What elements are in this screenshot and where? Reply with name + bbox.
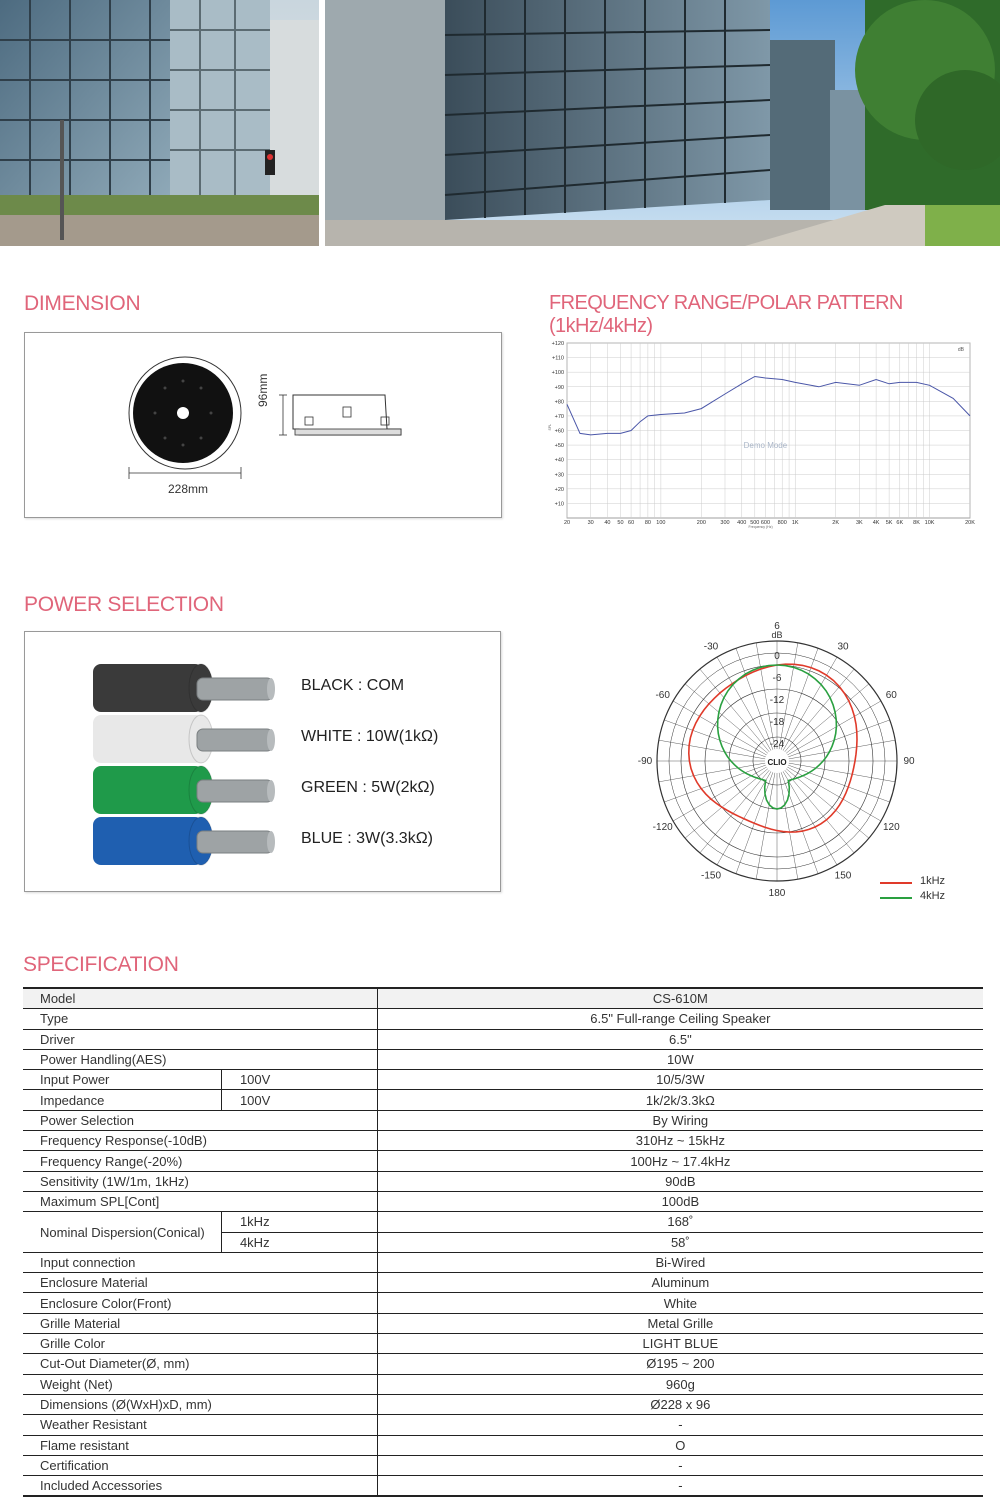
polar-spoke — [785, 669, 854, 752]
spec-row — [23, 1334, 983, 1354]
polar-angle-label: 30 — [837, 641, 849, 653]
x-tick-label: 3K — [855, 520, 863, 526]
wire-insulation — [93, 817, 203, 865]
wire-cable-icon — [91, 815, 281, 867]
spec-label: Included Accessories — [23, 1476, 377, 1497]
x-tick-label: 8K — [913, 520, 920, 526]
polar-radial-label: -18 — [769, 717, 785, 728]
polar-spoke — [664, 765, 765, 802]
frequency-title: FREQUENCY RANGE/POLAR PATTERN (1kHz/4kHz) — [549, 292, 903, 337]
x-tick-label: 4K — [872, 520, 880, 526]
polar-spoke — [685, 769, 768, 838]
x-tick-label: 800 — [777, 520, 787, 526]
spec-value: Ø228 x 96 — [377, 1394, 983, 1414]
y-tick-label: +40 — [554, 457, 564, 464]
wire-core-end — [267, 780, 275, 802]
spec-value: By Wiring — [377, 1110, 983, 1130]
spec-row — [23, 1313, 983, 1333]
wire-core-end — [267, 729, 275, 751]
polar-angle-label: -90 — [637, 756, 653, 767]
y-tick-label: +80 — [554, 399, 564, 406]
spec-row — [23, 1029, 983, 1049]
spec-row — [23, 1171, 983, 1191]
x-tick-label: 300 — [720, 520, 730, 526]
dimension-title: DIMENSION — [24, 292, 141, 315]
spec-value: 10/5/3W — [377, 1070, 983, 1090]
y-tick-label: +30 — [554, 472, 564, 479]
polar-angle-label: 150 — [834, 870, 852, 882]
spec-label: Type — [23, 1009, 377, 1029]
polar-spoke — [659, 740, 765, 759]
spec-row — [23, 1415, 983, 1435]
dimension-width-label: 228mm — [168, 482, 209, 496]
polar-angle-label: 120 — [882, 822, 900, 833]
polar-spoke — [664, 720, 765, 757]
wire-2 — [91, 764, 281, 816]
spec-sub-label: 1kHz — [221, 1212, 377, 1232]
x-tick-label: 50 — [617, 520, 624, 526]
spec-row — [23, 1212, 983, 1232]
dimension-drawing — [25, 333, 501, 517]
spec-label: Frequency Range(-20%) — [23, 1151, 377, 1171]
polar-radial-label: -6 — [772, 673, 782, 684]
legend-label-4khz: 4kHz — [920, 890, 946, 902]
spec-label: Driver — [23, 1029, 377, 1049]
spec-row — [23, 1273, 983, 1293]
polar-radial-label: 0 — [774, 651, 780, 662]
spec-value: White — [377, 1293, 983, 1313]
spec-value: - — [377, 1415, 983, 1435]
y-tick-label: +110 — [552, 355, 564, 362]
wire-cable-icon — [91, 713, 281, 765]
spec-row — [23, 1151, 983, 1171]
polar-chart-svg — [630, 621, 930, 900]
wire-label: BLUE : 3W(3.3kΩ) — [301, 830, 433, 847]
wire-insulation — [93, 715, 203, 763]
y-tick-label: +10 — [554, 501, 564, 508]
spec-label: Model — [23, 988, 377, 1009]
spec-label: Input Power — [23, 1070, 221, 1090]
spec-label: Power Selection — [23, 1110, 377, 1130]
polar-spoke — [788, 720, 889, 757]
spec-value: 1k/2k/3.3kΩ — [377, 1090, 983, 1110]
legend-line-4khz — [880, 897, 912, 899]
polar-angle-label: 90 — [903, 756, 915, 767]
wire-0 — [91, 662, 281, 714]
spec-table — [23, 987, 983, 1497]
y-tick-label: +50 — [554, 443, 564, 450]
x-tick-label: 200 — [696, 520, 706, 526]
wire-insulation — [93, 766, 203, 814]
spec-value: Bi-Wired — [377, 1252, 983, 1272]
wire-core-end — [267, 831, 275, 853]
spec-row — [23, 1049, 983, 1069]
wire-core — [197, 831, 273, 853]
spec-value: - — [377, 1455, 983, 1475]
polar-angle-label: -120 — [652, 822, 673, 833]
spec-value: 168˚ — [377, 1212, 983, 1232]
spec-value: - — [377, 1476, 983, 1497]
wire-cable-icon — [91, 662, 281, 714]
spec-label: Nominal Dispersion(Conical) — [23, 1212, 221, 1253]
polar-radial-label: -12 — [769, 695, 785, 706]
spec-sub-label: 100V — [221, 1090, 377, 1110]
spec-row — [23, 1354, 983, 1374]
x-tick-label: 80 — [644, 520, 651, 526]
x-tick-label: 6K — [896, 520, 904, 526]
polar-spoke — [786, 769, 869, 838]
spec-row — [23, 1009, 983, 1029]
polar-spoke — [789, 763, 895, 782]
wire-core-end — [267, 678, 275, 700]
spec-value: Ø195 ~ 200 — [377, 1354, 983, 1374]
wire-1 — [91, 713, 281, 765]
dimension-box — [24, 332, 502, 518]
spec-value: 90dB — [377, 1171, 983, 1191]
x-tick-label: 1K — [791, 520, 799, 526]
y-axis-label: SPL — [548, 423, 552, 431]
x-tick-label: 2K — [832, 520, 840, 526]
spec-label: Flame resistant — [23, 1435, 377, 1455]
spec-row — [23, 1090, 983, 1110]
polar-angle-label: -150 — [700, 870, 722, 882]
spec-value: 10W — [377, 1049, 983, 1069]
spec-label: Grille Material — [23, 1313, 377, 1333]
polar-spoke — [736, 648, 773, 749]
spec-value: 6.5" — [377, 1029, 983, 1049]
power-title: POWER SELECTION — [24, 593, 224, 616]
spec-row — [23, 1435, 983, 1455]
polar-spoke — [788, 765, 889, 802]
polar-chart — [630, 621, 930, 900]
spec-sub-label: 100V — [221, 1070, 377, 1090]
y-tick-label: +90 — [554, 384, 564, 391]
polar-unit-label: dB — [771, 630, 783, 640]
spec-row — [23, 1070, 983, 1090]
x-tick-label: 400 — [737, 520, 747, 526]
spec-label: Weight (Net) — [23, 1374, 377, 1394]
building-photo-left — [0, 0, 319, 246]
polar-brand-label: CLIO — [767, 758, 787, 767]
spec-label: Enclosure Color(Front) — [23, 1293, 377, 1313]
x-tick-label: 100 — [656, 520, 666, 526]
wire-core — [197, 729, 273, 751]
spec-value: CS-610M — [377, 988, 983, 1009]
polar-angle-label: 60 — [885, 690, 897, 701]
spec-value: LIGHT BLUE — [377, 1334, 983, 1354]
chart-corner-tag: dB — [957, 347, 964, 353]
spec-label: Power Handling(AES) — [23, 1049, 377, 1069]
polar-spoke — [659, 763, 765, 782]
y-tick-label: +60 — [554, 428, 564, 435]
polar-spoke — [789, 740, 895, 759]
polar-legend — [880, 875, 980, 907]
polar-spoke — [785, 770, 854, 853]
spec-label: Grille Color — [23, 1334, 377, 1354]
spec-row — [23, 1394, 983, 1414]
spec-value: 960g — [377, 1374, 983, 1394]
x-tick-label: 40 — [604, 520, 611, 526]
x-tick-label: 500 — [750, 520, 760, 526]
x-tick-label: 20 — [563, 520, 571, 526]
wire-insulation — [93, 664, 203, 712]
spec-row — [23, 1110, 983, 1130]
polar-angle-label: -60 — [655, 690, 670, 701]
x-axis-label: Frequency (Hz) — [748, 525, 773, 529]
spec-label: Sensitivity (1W/1m, 1kHz) — [23, 1171, 377, 1191]
spec-label: Cut-Out Diameter(Ø, mm) — [23, 1354, 377, 1374]
wire-label: GREEN : 5W(2kΩ) — [301, 779, 435, 796]
specification-title: SPECIFICATION — [23, 953, 179, 976]
frequency-chart-svg — [545, 338, 975, 528]
spec-label: Weather Resistant — [23, 1415, 377, 1435]
wire-label: BLACK : COM — [301, 677, 405, 694]
spec-label: Dimensions (Ø(WxH)xD, mm) — [23, 1394, 377, 1414]
polar-angle-label: -30 — [703, 641, 719, 653]
frequency-chart — [545, 338, 975, 528]
spec-label: Input connection — [23, 1252, 377, 1272]
spec-label: Maximum SPL[Cont] — [23, 1191, 377, 1211]
polar-radial-label: -24 — [769, 739, 785, 750]
dimension-height-label: 96mm — [256, 373, 270, 407]
spec-row — [23, 1293, 983, 1313]
power-box — [24, 631, 501, 892]
spec-label: Frequency Response(-10dB) — [23, 1131, 377, 1151]
spec-row — [23, 1476, 983, 1497]
spec-row — [23, 988, 983, 1009]
x-tick-label: 10K — [924, 520, 935, 526]
spec-value: O — [377, 1435, 983, 1455]
x-tick-label: 5K — [885, 520, 893, 526]
spec-value: 310Hz ~ 15kHz — [377, 1131, 983, 1151]
spec-row — [23, 1252, 983, 1272]
y-tick-label: +70 — [554, 413, 564, 420]
x-tick-label: 30 — [587, 520, 594, 526]
spec-label: Impedance — [23, 1090, 221, 1110]
wire-core — [197, 678, 273, 700]
legend-line-1khz — [880, 882, 912, 884]
chart-watermark: Demo Mode — [743, 441, 788, 450]
spec-label: Certification — [23, 1455, 377, 1475]
x-tick-label: 20K — [965, 520, 975, 526]
spec-value: 58˚ — [377, 1232, 983, 1252]
x-tick-label: 60 — [628, 520, 635, 526]
spec-value: 100dB — [377, 1191, 983, 1211]
polar-angle-label: 180 — [768, 888, 786, 899]
y-tick-label: +100 — [551, 370, 564, 377]
spec-row — [23, 1131, 983, 1151]
polar-spoke — [781, 772, 818, 873]
wire-label: WHITE : 10W(1kΩ) — [301, 728, 439, 745]
wire-core — [197, 780, 273, 802]
x-tick-label: 600 — [760, 520, 771, 526]
spec-row — [23, 1191, 983, 1211]
spec-value: 100Hz ~ 17.4kHz — [377, 1151, 983, 1171]
spec-sub-label: 4kHz — [221, 1232, 377, 1252]
legend-label-1khz: 1kHz — [920, 875, 946, 887]
polar-spoke — [700, 770, 769, 853]
wire-cable-icon — [91, 764, 281, 816]
wire-3 — [91, 815, 281, 867]
polar-radial-label: 6 — [774, 621, 780, 632]
spec-value: Metal Grille — [377, 1313, 983, 1333]
y-tick-label: +20 — [554, 486, 564, 493]
spec-value: Aluminum — [377, 1273, 983, 1293]
spec-value: 6.5" Full-range Ceiling Speaker — [377, 1009, 983, 1029]
spec-row — [23, 1374, 983, 1394]
spec-label: Enclosure Material — [23, 1273, 377, 1293]
spec-row — [23, 1455, 983, 1475]
y-tick-label: +120 — [551, 341, 564, 347]
building-photo-right — [325, 0, 1000, 246]
